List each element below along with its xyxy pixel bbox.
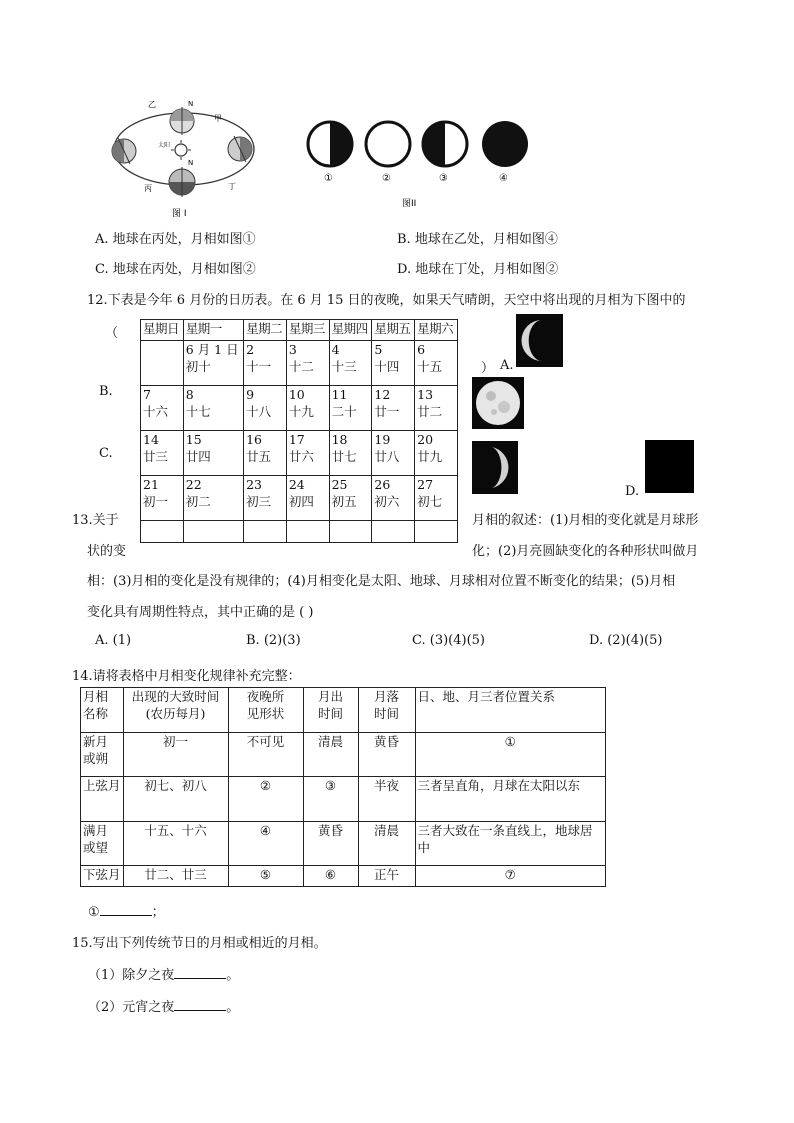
header-shape: 夜晚所 见形状 <box>228 688 303 733</box>
calendar-cell: 16 廿五 <box>244 431 287 476</box>
table-header-row <box>81 688 606 733</box>
q13-suffix-1: 月相的叙述：(1)月相的变化就是月球形 <box>472 513 699 528</box>
answer-blank-5[interactable]: ⑤ <box>228 866 303 887</box>
q11-option-c[interactable]: C. 地球在丙处，月相如图② <box>95 262 256 277</box>
q12-option-d[interactable]: D. <box>625 484 640 499</box>
calendar-header: 星期三 <box>286 320 329 341</box>
moon-phase-2-icon <box>366 122 410 166</box>
q14-answer-1[interactable]: ① ； <box>88 905 165 920</box>
earth-position-jia <box>169 167 195 197</box>
q13-option-b[interactable]: B. (2)(3) <box>246 633 301 648</box>
calendar-cell: 2 十一 <box>244 341 287 386</box>
calendar-cell: 8 十七 <box>183 386 243 431</box>
q12-open-paren: （ <box>105 326 119 341</box>
calendar-header: 星期二 <box>244 320 287 341</box>
new-moon-photo-icon[interactable] <box>645 440 694 493</box>
calendar-cell: 6 月 1 日 初十 <box>183 341 243 386</box>
orbit-diagram <box>106 97 270 223</box>
q13-option-d[interactable]: D. (2)(4)(5) <box>589 633 663 648</box>
q15-item-1[interactable]: （1）除夕之夜 。 <box>88 968 240 983</box>
calendar-cell: 21 初一 <box>141 476 184 521</box>
q13-prefix-2: 状的变 <box>87 544 127 559</box>
waning-crescent-photo-icon[interactable] <box>516 314 563 367</box>
waxing-crescent-photo-icon[interactable] <box>472 441 518 494</box>
calendar-cell: 7 十六 <box>141 386 184 431</box>
calendar-cell: 26 初六 <box>372 476 415 521</box>
q12-close-paren: ） <box>481 361 495 376</box>
q12-option-c[interactable]: C. <box>99 446 113 461</box>
header-time: 出现的大致时间 (农历每月) <box>123 688 228 733</box>
north-label-bottom: N <box>188 159 194 167</box>
answer-blank-3[interactable]: ③ <box>303 777 358 822</box>
q13-line-3: 相：(3)月相的变化是没有规律的；(4)月相变化是太阳、地球、月球相对位置不断变化的结果；(5)月相 <box>87 574 676 589</box>
calendar-week-2 <box>141 386 458 431</box>
calendar-cell: 4 十三 <box>329 341 372 386</box>
table-row: 新月 或朔 初一 不可见 清晨 黄昏 ① <box>81 733 606 777</box>
calendar-cell: 6 十五 <box>415 341 458 386</box>
q12-option-a[interactable]: A. <box>500 358 514 373</box>
calendar-week-3 <box>141 431 458 476</box>
q14-stem: 14.请将表格中月相变化规律补充完整： <box>72 669 301 684</box>
calendar-cell: 17 廿六 <box>286 431 329 476</box>
table-row: 下弦月 廿二、廿三 ⑤ ⑥ 正午 ⑦ <box>81 866 606 887</box>
calendar-cell: 11 二十 <box>329 386 372 431</box>
q15-stem: 15.写出下列传统节日的月相或相近的月相。 <box>72 936 327 951</box>
q13-prefix-1: 13.关于 <box>72 513 119 528</box>
figure2-caption: 图II <box>402 199 417 209</box>
full-moon-photo-icon[interactable] <box>472 377 524 429</box>
calendar-header: 星期五 <box>372 320 415 341</box>
calendar-cell: 27 初七 <box>415 476 458 521</box>
moon-phase-table <box>80 687 606 887</box>
answer-blank-7[interactable]: ⑦ <box>415 866 605 887</box>
calendar-cell: 3 十二 <box>286 341 329 386</box>
table-row: 满月 或望 十五、十六 ④ 黄昏 清晨 三者大致在一条直线上，地球居中 <box>81 822 606 866</box>
calendar-cell: 25 初五 <box>329 476 372 521</box>
calendar-empty-row <box>141 521 458 543</box>
answer-blank-2[interactable]: ② <box>228 777 303 822</box>
calendar-cell <box>141 341 184 386</box>
phase-label-1: ① <box>324 173 333 184</box>
calendar-cell: 10 十九 <box>286 386 329 431</box>
north-label-top: N <box>188 100 194 108</box>
june-calendar <box>140 319 458 543</box>
q13-line-4: 变化具有周期性特点，其中正确的是 ( ) <box>87 605 314 620</box>
header-relation: 日、地、月三者位置关系 <box>415 688 605 733</box>
q12-stem: 12.下表是今年 6 月份的日历表。在 6 月 15 日的夜晚，如果天气晴朗，天空中将出现的月相为下图中的 <box>87 293 686 308</box>
figure1-caption: 图 I <box>172 209 187 219</box>
phase-label-4: ④ <box>499 173 508 184</box>
calendar-cell: 18 廿七 <box>329 431 372 476</box>
label-ding: 丁 <box>228 182 236 191</box>
q13-option-a[interactable]: A. (1) <box>95 633 132 648</box>
label-yi: 乙 <box>148 100 156 109</box>
sun-icon <box>171 140 191 160</box>
moon-phase-diagram <box>300 118 536 210</box>
calendar-cell: 14 廿三 <box>141 431 184 476</box>
calendar-cell: 23 初三 <box>244 476 287 521</box>
calendar-cell: 5 十四 <box>372 341 415 386</box>
calendar-cell: 19 廿八 <box>372 431 415 476</box>
q13-option-c[interactable]: C. (3)(4)(5) <box>412 633 485 648</box>
calendar-header: 星期六 <box>415 320 458 341</box>
table-row: 上弦月 初七、初八 ② ③ 半夜 三者呈直角，月球在太阳以东 <box>81 777 606 822</box>
header-name: 月相 名称 <box>81 688 124 733</box>
q13-suffix-2: 化；(2)月亮圆缺变化的各种形状叫做月 <box>472 544 699 559</box>
calendar-cell: 22 初二 <box>183 476 243 521</box>
moon-phase-4-icon <box>482 121 528 167</box>
calendar-header: 星期四 <box>329 320 372 341</box>
earth-position-bing <box>112 138 136 164</box>
calendar-header: 星期一 <box>183 320 243 341</box>
q11-option-d[interactable]: D. 地球在丁处，月相如图② <box>397 262 559 277</box>
label-bing: 丙 <box>144 184 152 193</box>
calendar-cell: 24 初四 <box>286 476 329 521</box>
q12-option-b[interactable]: B. <box>99 384 113 399</box>
calendar-cell: 15 廿四 <box>183 431 243 476</box>
answer-blank-1[interactable]: ① <box>415 733 605 777</box>
moon-phase-1-icon <box>308 122 352 166</box>
calendar-cell: 12 廿一 <box>372 386 415 431</box>
moon-phase-3-icon <box>423 122 467 166</box>
calendar-week-1 <box>141 341 458 386</box>
calendar-cell: 13 廿二 <box>415 386 458 431</box>
header-set: 月落 时间 <box>358 688 415 733</box>
calendar-cell: 20 廿九 <box>415 431 458 476</box>
calendar-cell: 9 十八 <box>244 386 287 431</box>
header-rise: 月出 时间 <box>303 688 358 733</box>
q15-item-2[interactable]: （2）元宵之夜 。 <box>88 1000 240 1015</box>
q11-option-a[interactable]: A. 地球在丙处，月相如图① <box>95 232 256 247</box>
calendar-header: 星期日 <box>141 320 184 341</box>
q11-option-b[interactable]: B. 地球在乙处，月相如图④ <box>397 232 558 247</box>
calendar-week-4 <box>141 476 458 521</box>
answer-blank-6[interactable]: ⑥ <box>303 866 358 887</box>
phase-label-2: ② <box>382 173 391 184</box>
answer-blank-4[interactable]: ④ <box>228 822 303 866</box>
phase-label-3: ③ <box>439 173 448 184</box>
earth-position-yi <box>170 107 194 135</box>
earth-position-ding <box>228 136 252 162</box>
sun-label: 太阳 <box>158 142 171 149</box>
label-jia: 甲 <box>214 114 222 123</box>
